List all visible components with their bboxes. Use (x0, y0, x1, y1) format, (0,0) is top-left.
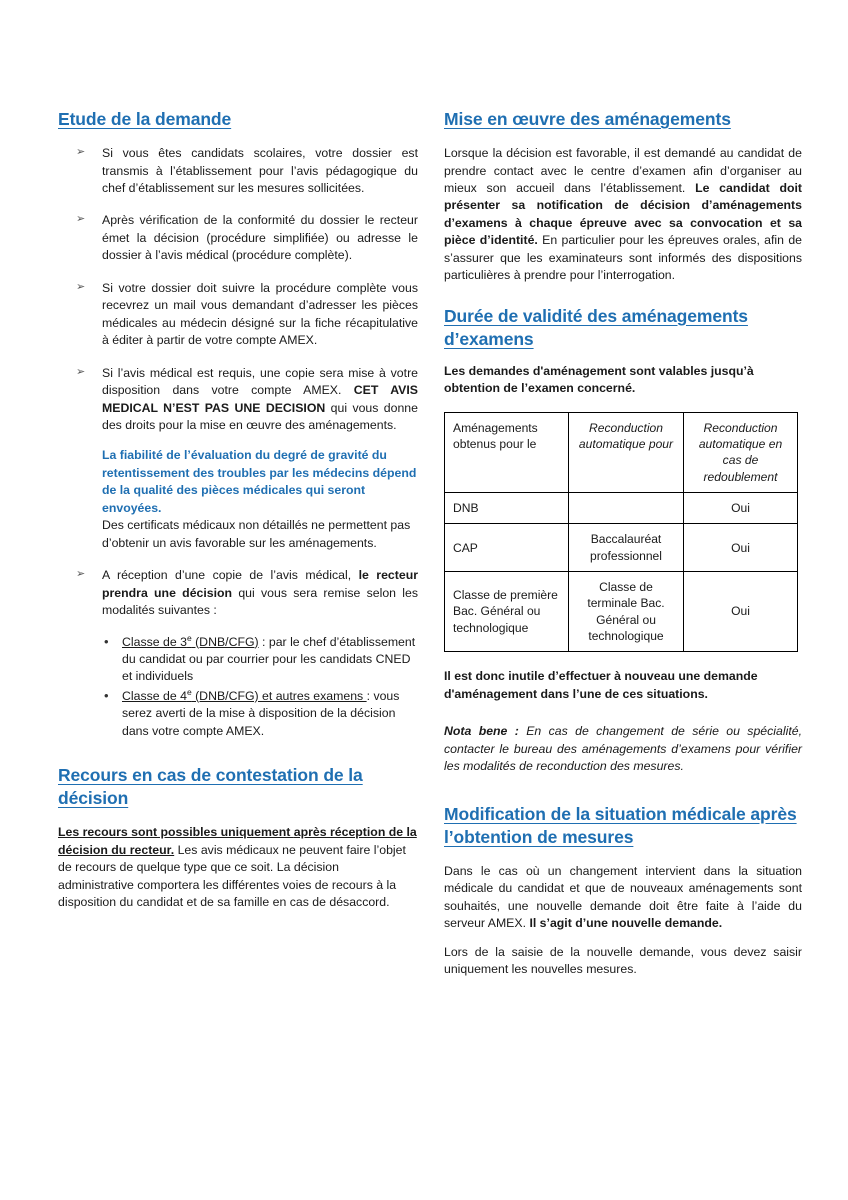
spacer (444, 296, 802, 305)
nota-bene-text: En cas de changement de série ou spécialité, contacter le bureau des aménagements d’examens pour vérifier les modalités de reconduction des mesures. (444, 724, 802, 774)
list-item (58, 145, 418, 197)
emphasis-recteur-decision: le recteur prendra une décision (102, 568, 418, 600)
table-cell: Classe de terminale Bac. Général ou technologique (569, 572, 684, 652)
table-cell (569, 493, 684, 524)
spacer (58, 742, 418, 764)
table-row (445, 493, 798, 524)
modification-part-2: Lors de la saisie de la nouvelle demande, vous devez saisir uniquement les nouvelles mesures. (444, 944, 802, 976)
dot-bullet-icon: • (104, 633, 109, 649)
sub-bullet-prefix: Classe de 3 (122, 634, 187, 649)
arrow-bullet-icon: ➢ (76, 568, 86, 581)
list-item-text-after: qui vous donne des droits pour la mise en œuvre des aménagements. (102, 400, 418, 432)
dot-bullet-icon: • (104, 687, 109, 703)
validity-intro-text: Les demandes d'aménagement sont valables jusqu’à obtention de l’examen concerné. (444, 363, 754, 396)
table-header-row (445, 412, 798, 492)
heading-etude-de-la-demande: Etude de la demande (58, 109, 232, 129)
right-column (444, 0, 802, 978)
paragraph-modification (444, 863, 802, 933)
blue-callout-normal: Des certificats médicaux non détaillés ne permettent pas d’obtenir un avis favorable sur les aménagements. (102, 518, 411, 550)
emphasis-cet-avis-medical: CET AVIS MEDICAL N’EST PAS UNE DECISION (102, 383, 419, 415)
arrow-bullet-icon: ➢ (76, 365, 86, 378)
table-cell: CAP (445, 524, 569, 572)
table-row (445, 572, 798, 652)
table-cell: Baccalauréat professionnel (569, 524, 684, 572)
heading-modification-situation-medicale: Modification de la situation médicale après l’obtention de mesures (444, 803, 797, 847)
list-item-text-before: Si l’avis médical est requis, une copie sera mise à votre disposition dans votre compte AMEX. (102, 365, 418, 398)
ordinal-suffix: e (186, 686, 192, 697)
nota-bene-label: Nota bene : (444, 724, 519, 739)
sub-bullet-suffix: (DNB/CFG) et autres examens (191, 688, 367, 703)
list-item (58, 212, 418, 264)
blue-callout-block (102, 447, 418, 552)
sub-bullet-underlined-label (122, 632, 259, 649)
recours-rest: Les avis médicaux ne peuvent faire l’objet de recours de quelque type que ce soit. La décision administrative comportera les différentes voies de recours à la disposition du candidat et de sa famille en cas de désaccord. (58, 842, 406, 910)
table-cell: DNB (445, 493, 569, 524)
sub-bullet-rest: : vous serez averti de la mise à disposition de la décision dans votre compte AMEX. (122, 688, 400, 738)
reception-text-after: qui vous sera remise selon les modalités suivantes : (102, 585, 418, 618)
arrow-bullet-icon: ➢ (76, 213, 86, 226)
modification-part-1: Dans le cas où un changement intervient dans la situation médicale du candidat et que de nouveaux aménagements sont souhaités, une nouvelle demande doit être faite à l’aide du serveur AMEX. (444, 863, 802, 931)
paragraph-recours (58, 824, 418, 911)
list-item-reception (58, 567, 418, 619)
recours-bold-1: Les recours sont possibles uniquement (58, 825, 294, 840)
arrow-bullet-icon: ➢ (76, 280, 86, 293)
table-header-cell-reconduction-redoublement: Reconduction automatique en cas de redoublement (684, 412, 798, 492)
left-column (58, 0, 418, 912)
mise-part-2: En particulier pour les épreuves orales, afin de s’assurer que les examinateurs sont informés des dispositions particulières à prendre pour l’interrogation. (444, 233, 802, 283)
reconduction-table (444, 412, 798, 652)
mise-part-1: Lorsque la décision est favorable, il est demandé au candidat de prendre contact avec le centre d’examen afin d’organiser au mieux son accueil dans l’établissement. (444, 146, 802, 195)
list-item-text: Après vérification de la conformité du dossier le recteur émet la décision (procédure simplifiée) ou adresse le dossier à l’avis médical (procédure complète). (102, 213, 418, 263)
list-item (58, 634, 418, 686)
sub-bullet-prefix: Classe de 4 (122, 688, 187, 703)
table-cell: Oui (684, 493, 798, 524)
recours-bold-2: après réception de la décision du recteur. (58, 825, 417, 857)
etude-bullet-list (58, 145, 418, 619)
list-item (58, 280, 418, 350)
blue-callout-highlighted: La fiabilité de l’évaluation du degré de gravité du retentissement des troubles par les médecins dépend de la qualité des pièces médicales qui seront envoyées. (102, 448, 417, 515)
paragraph-validity-intro (444, 363, 802, 398)
emphasis-notification-decision: Le candidat doit présenter sa notification de décision d’aménagements d’examens à chaque épreuve avec sa convocation et sa pièce d’identité. (444, 181, 803, 248)
heading-duree-validite: Durée de validité des aménagements d’examens (444, 305, 748, 349)
paragraph-mise-en-oeuvre (444, 145, 802, 285)
after-table-bold-text: Il est donc inutile d’effectuer à nouveau une demande d'aménagement dans l’une de ces situations. (444, 669, 758, 701)
sub-bullet-suffix: (DNB/CFG) (191, 634, 259, 649)
table-cell: Oui (684, 524, 798, 572)
paragraph-after-table (444, 668, 802, 703)
spacer (444, 714, 802, 723)
sub-bullet-rest: : par le chef d’établissement du candidat ou par courrier pour les candidats CNED et individuels (122, 634, 416, 684)
ordinal-suffix: e (186, 632, 192, 643)
list-item-text: Si votre dossier doit suivre la procédure complète vous recevrez un mail vous demandant d’adresser les pièces médicales au médecin désigné sur la fiche récapitulative à éditer à partir de votre compte AMEX. (102, 280, 418, 348)
modalites-sub-bullet-list (58, 634, 418, 741)
list-item-avis-medical (58, 365, 418, 553)
paragraph-nota-bene (444, 723, 802, 775)
table-cell: Classe de première Bac. Général ou technologique (445, 572, 569, 652)
table-header-cell-amenagements: Aménagements obtenus pour le (445, 412, 569, 492)
list-item (58, 688, 418, 740)
list-item-text: Si vous êtes candidats scolaires, votre dossier est transmis à l’établissement pour l’avis pédagogique du chef d’établissement sur les mesures sollicitées. (102, 146, 418, 195)
heading-recours-contestation: Recours en cas de contestation de la décision (58, 765, 363, 809)
table-header-cell-reconduction-pour: Reconduction automatique pour (569, 412, 684, 492)
spacer (444, 787, 802, 803)
sub-bullet-underlined-label (122, 686, 367, 703)
paragraph-modification-suite (444, 944, 802, 979)
emphasis-nouvelle-demande: Il s’agit d’une nouvelle demande. (529, 916, 723, 931)
table-cell: Oui (684, 572, 798, 652)
table-row (445, 524, 798, 572)
heading-mise-en-oeuvre: Mise en œuvre des aménagements (444, 109, 731, 129)
arrow-bullet-icon: ➢ (76, 146, 86, 159)
reception-text-before: A réception d’une copie de l’avis médical, (102, 568, 359, 583)
